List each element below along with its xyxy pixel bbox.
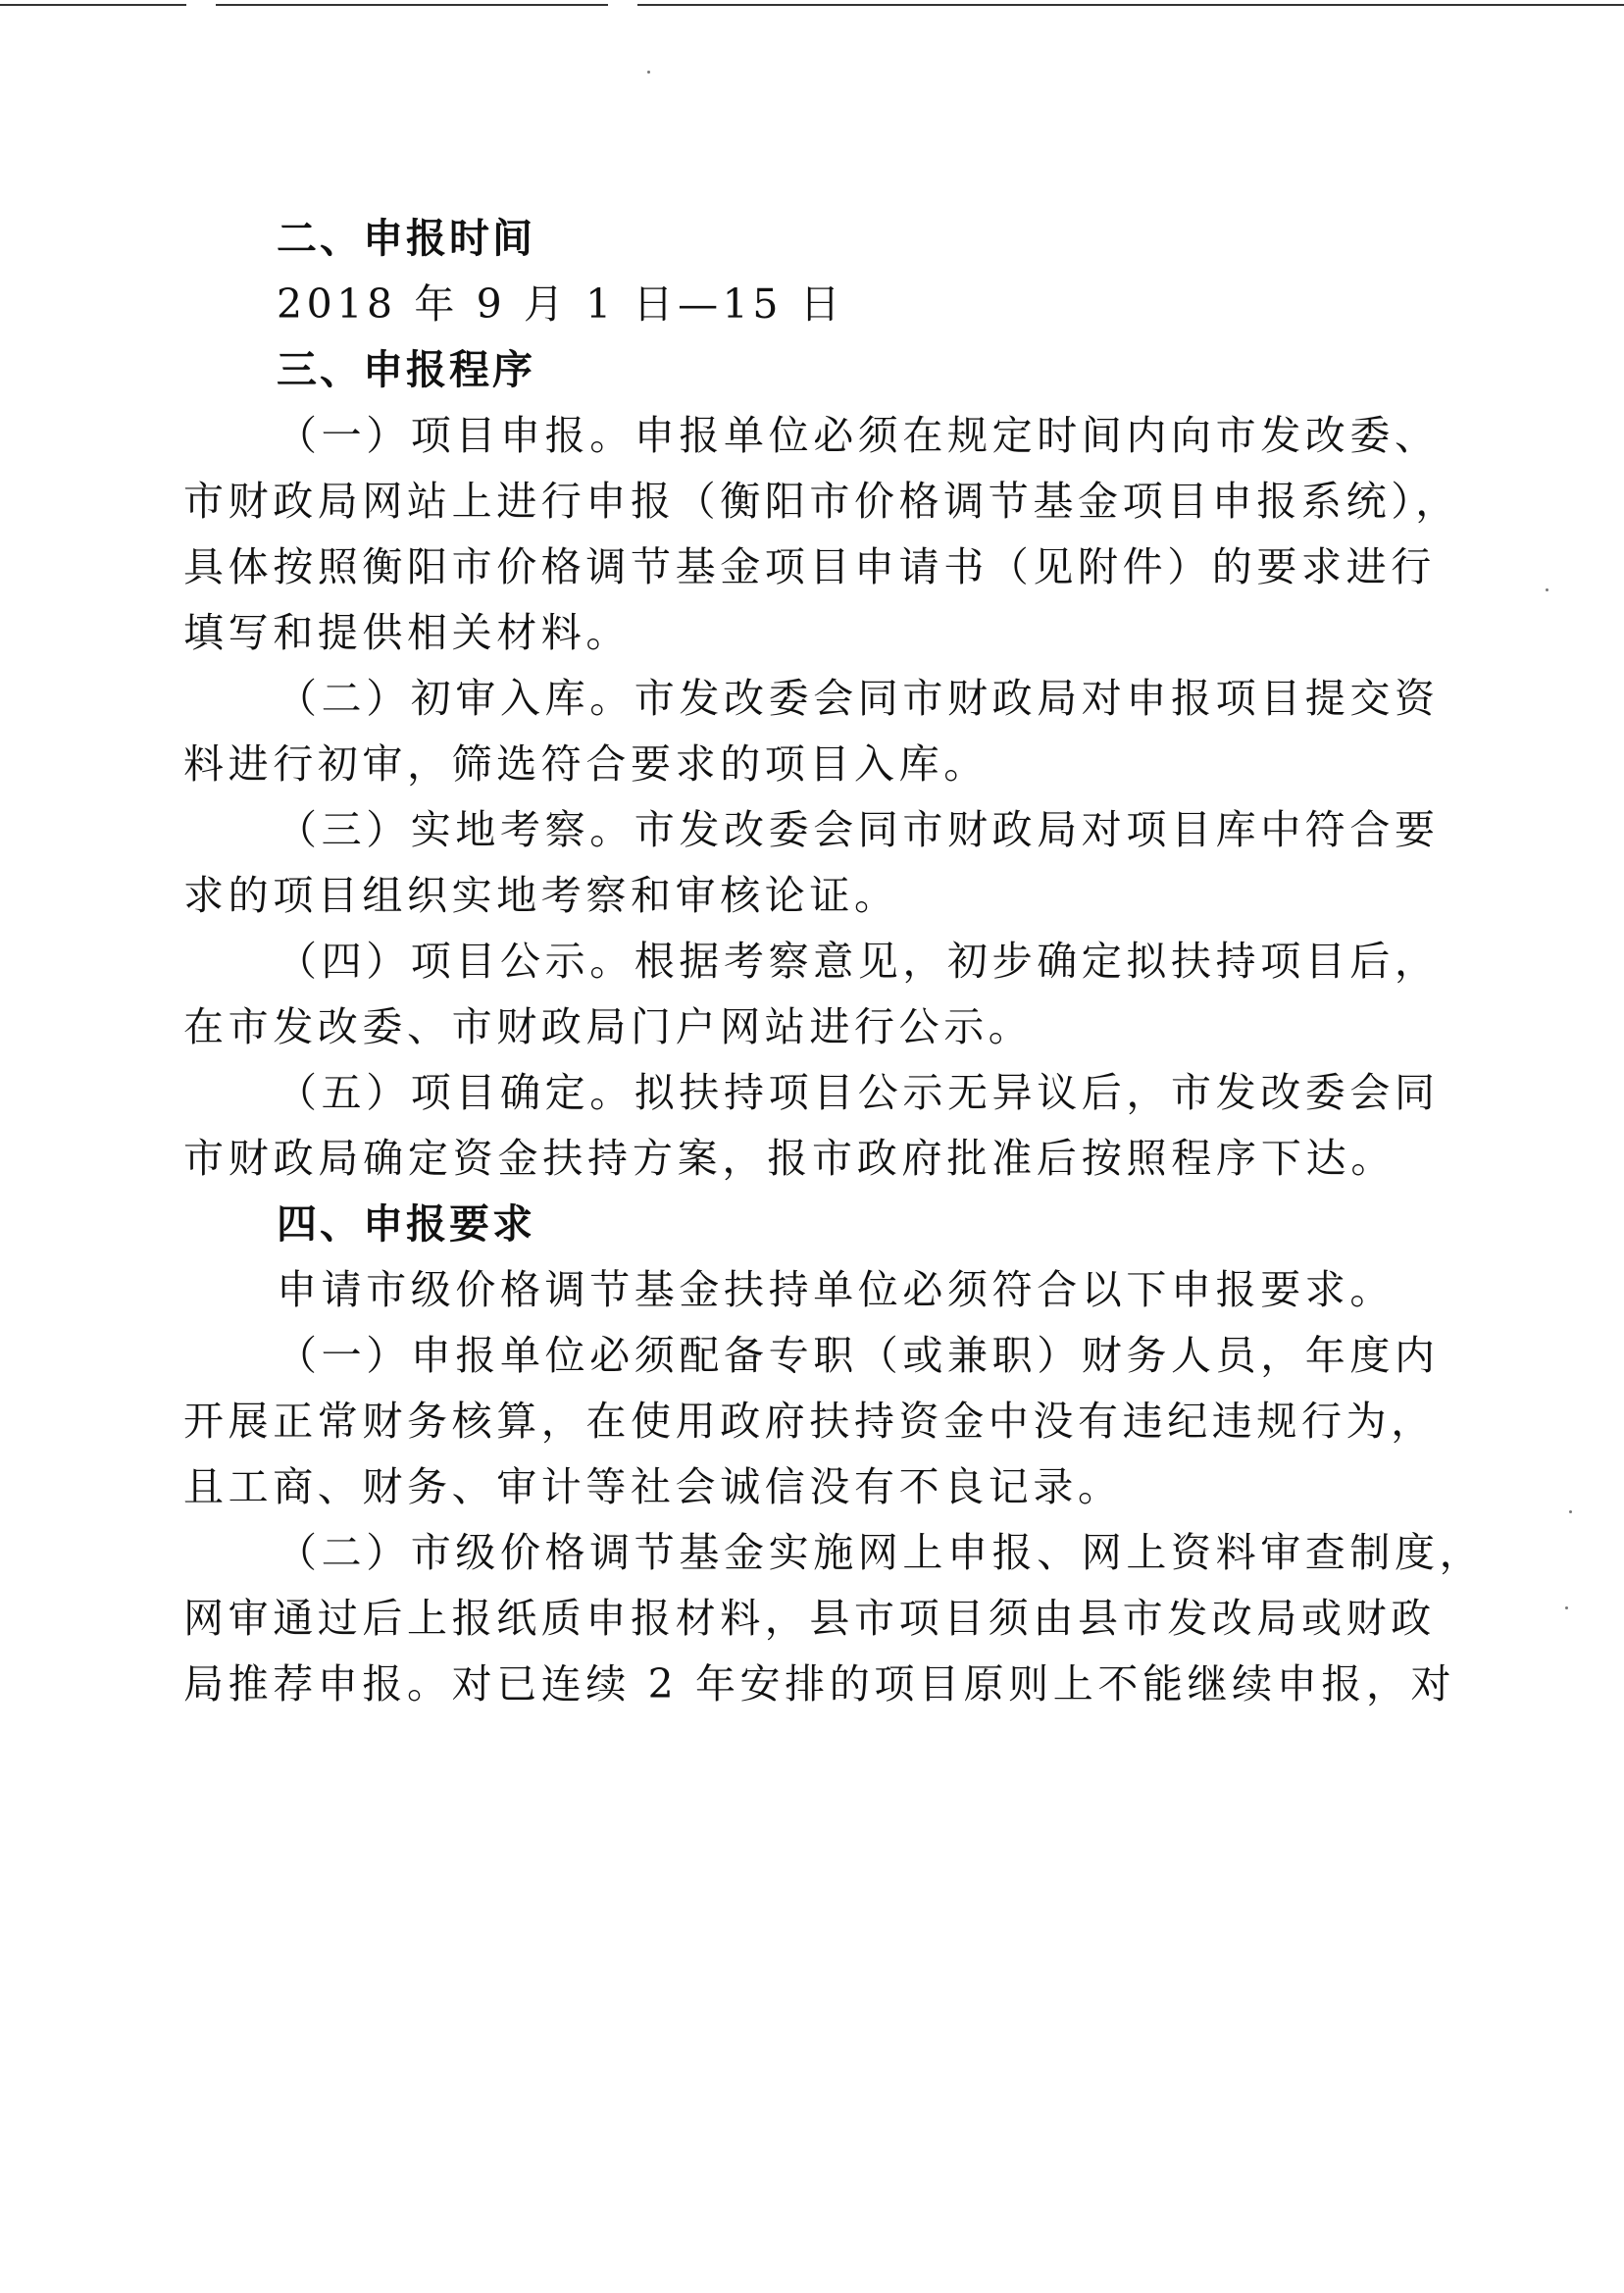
scan-speck — [1546, 588, 1548, 591]
scan-speck — [1565, 1606, 1568, 1609]
paragraph-line: 求的项目组织实地考察和审核论证。 — [183, 872, 899, 919]
scan-speck — [647, 71, 650, 74]
paragraph-line: 填写和提供相关材料。 — [183, 609, 631, 656]
paragraph-line: 市财政局网站上进行申报（衡阳市价格调节基金项目申报系统）， — [183, 478, 1460, 525]
paragraph-line: （一）申报单位必须配备专职（或兼职）财务人员，年度内 — [277, 1332, 1440, 1379]
paragraph-line: 在市发改委、市财政局门户网站进行公示。 — [183, 1003, 1034, 1050]
scan-edge-line — [637, 4, 1624, 6]
paragraph-line: 且工商、财务、审计等社会诚信没有不良记录。 — [183, 1463, 1123, 1510]
paragraph-line: 网审通过后上报纸质申报材料，县市项目须由县市发改局或财政 — [183, 1595, 1436, 1642]
section-heading-4: 四、申报要求 — [277, 1200, 535, 1248]
paragraph-line: 市财政局确定资金扶持方案，报市政府批准后按照程序下达。 — [183, 1135, 1396, 1182]
paragraph-line: （四）项目公示。根据考察意见，初步确定拟扶持项目后， — [277, 938, 1440, 985]
paragraph-line: 具体按照衡阳市价格调节基金项目申请书（见附件）的要求进行 — [183, 543, 1436, 590]
scan-speck — [1569, 1510, 1572, 1513]
paragraph-line: 局推荐申报。对已连续 2 年安排的项目原则上不能继续申报，对 — [183, 1660, 1456, 1707]
paragraph-line: （二）初审入库。市发改委会同市财政局对申报项目提交资 — [277, 675, 1440, 722]
paragraph-line: 申请市级价格调节基金扶持单位必须符合以下申报要求。 — [277, 1266, 1395, 1313]
paragraph-line: （五）项目确定。拟扶持项目公示无异议后，市发改委会同 — [277, 1069, 1440, 1116]
paragraph-line: 2018 年 9 月 1 日—15 日 — [277, 280, 845, 328]
paragraph-line: （二）市级价格调节基金实施网上申报、网上资料审查制度， — [277, 1529, 1485, 1576]
paragraph-line: 料进行初审，筛选符合要求的项目入库。 — [183, 740, 989, 788]
section-heading-3: 三、申报程序 — [277, 346, 535, 393]
paragraph-line: （三）实地考察。市发改委会同市财政局对项目库中符合要 — [277, 806, 1440, 853]
paragraph-line: （一）项目申报。申报单位必须在规定时间内向市发改委、 — [277, 412, 1440, 459]
scan-edge-line — [216, 4, 608, 6]
document-body — [183, 206, 1485, 1717]
scan-edge-line — [0, 4, 186, 6]
section-heading-2: 二、申报时间 — [277, 215, 535, 262]
paragraph-line: 开展正常财务核算，在使用政府扶持资金中没有违纪违规行为， — [183, 1398, 1436, 1445]
